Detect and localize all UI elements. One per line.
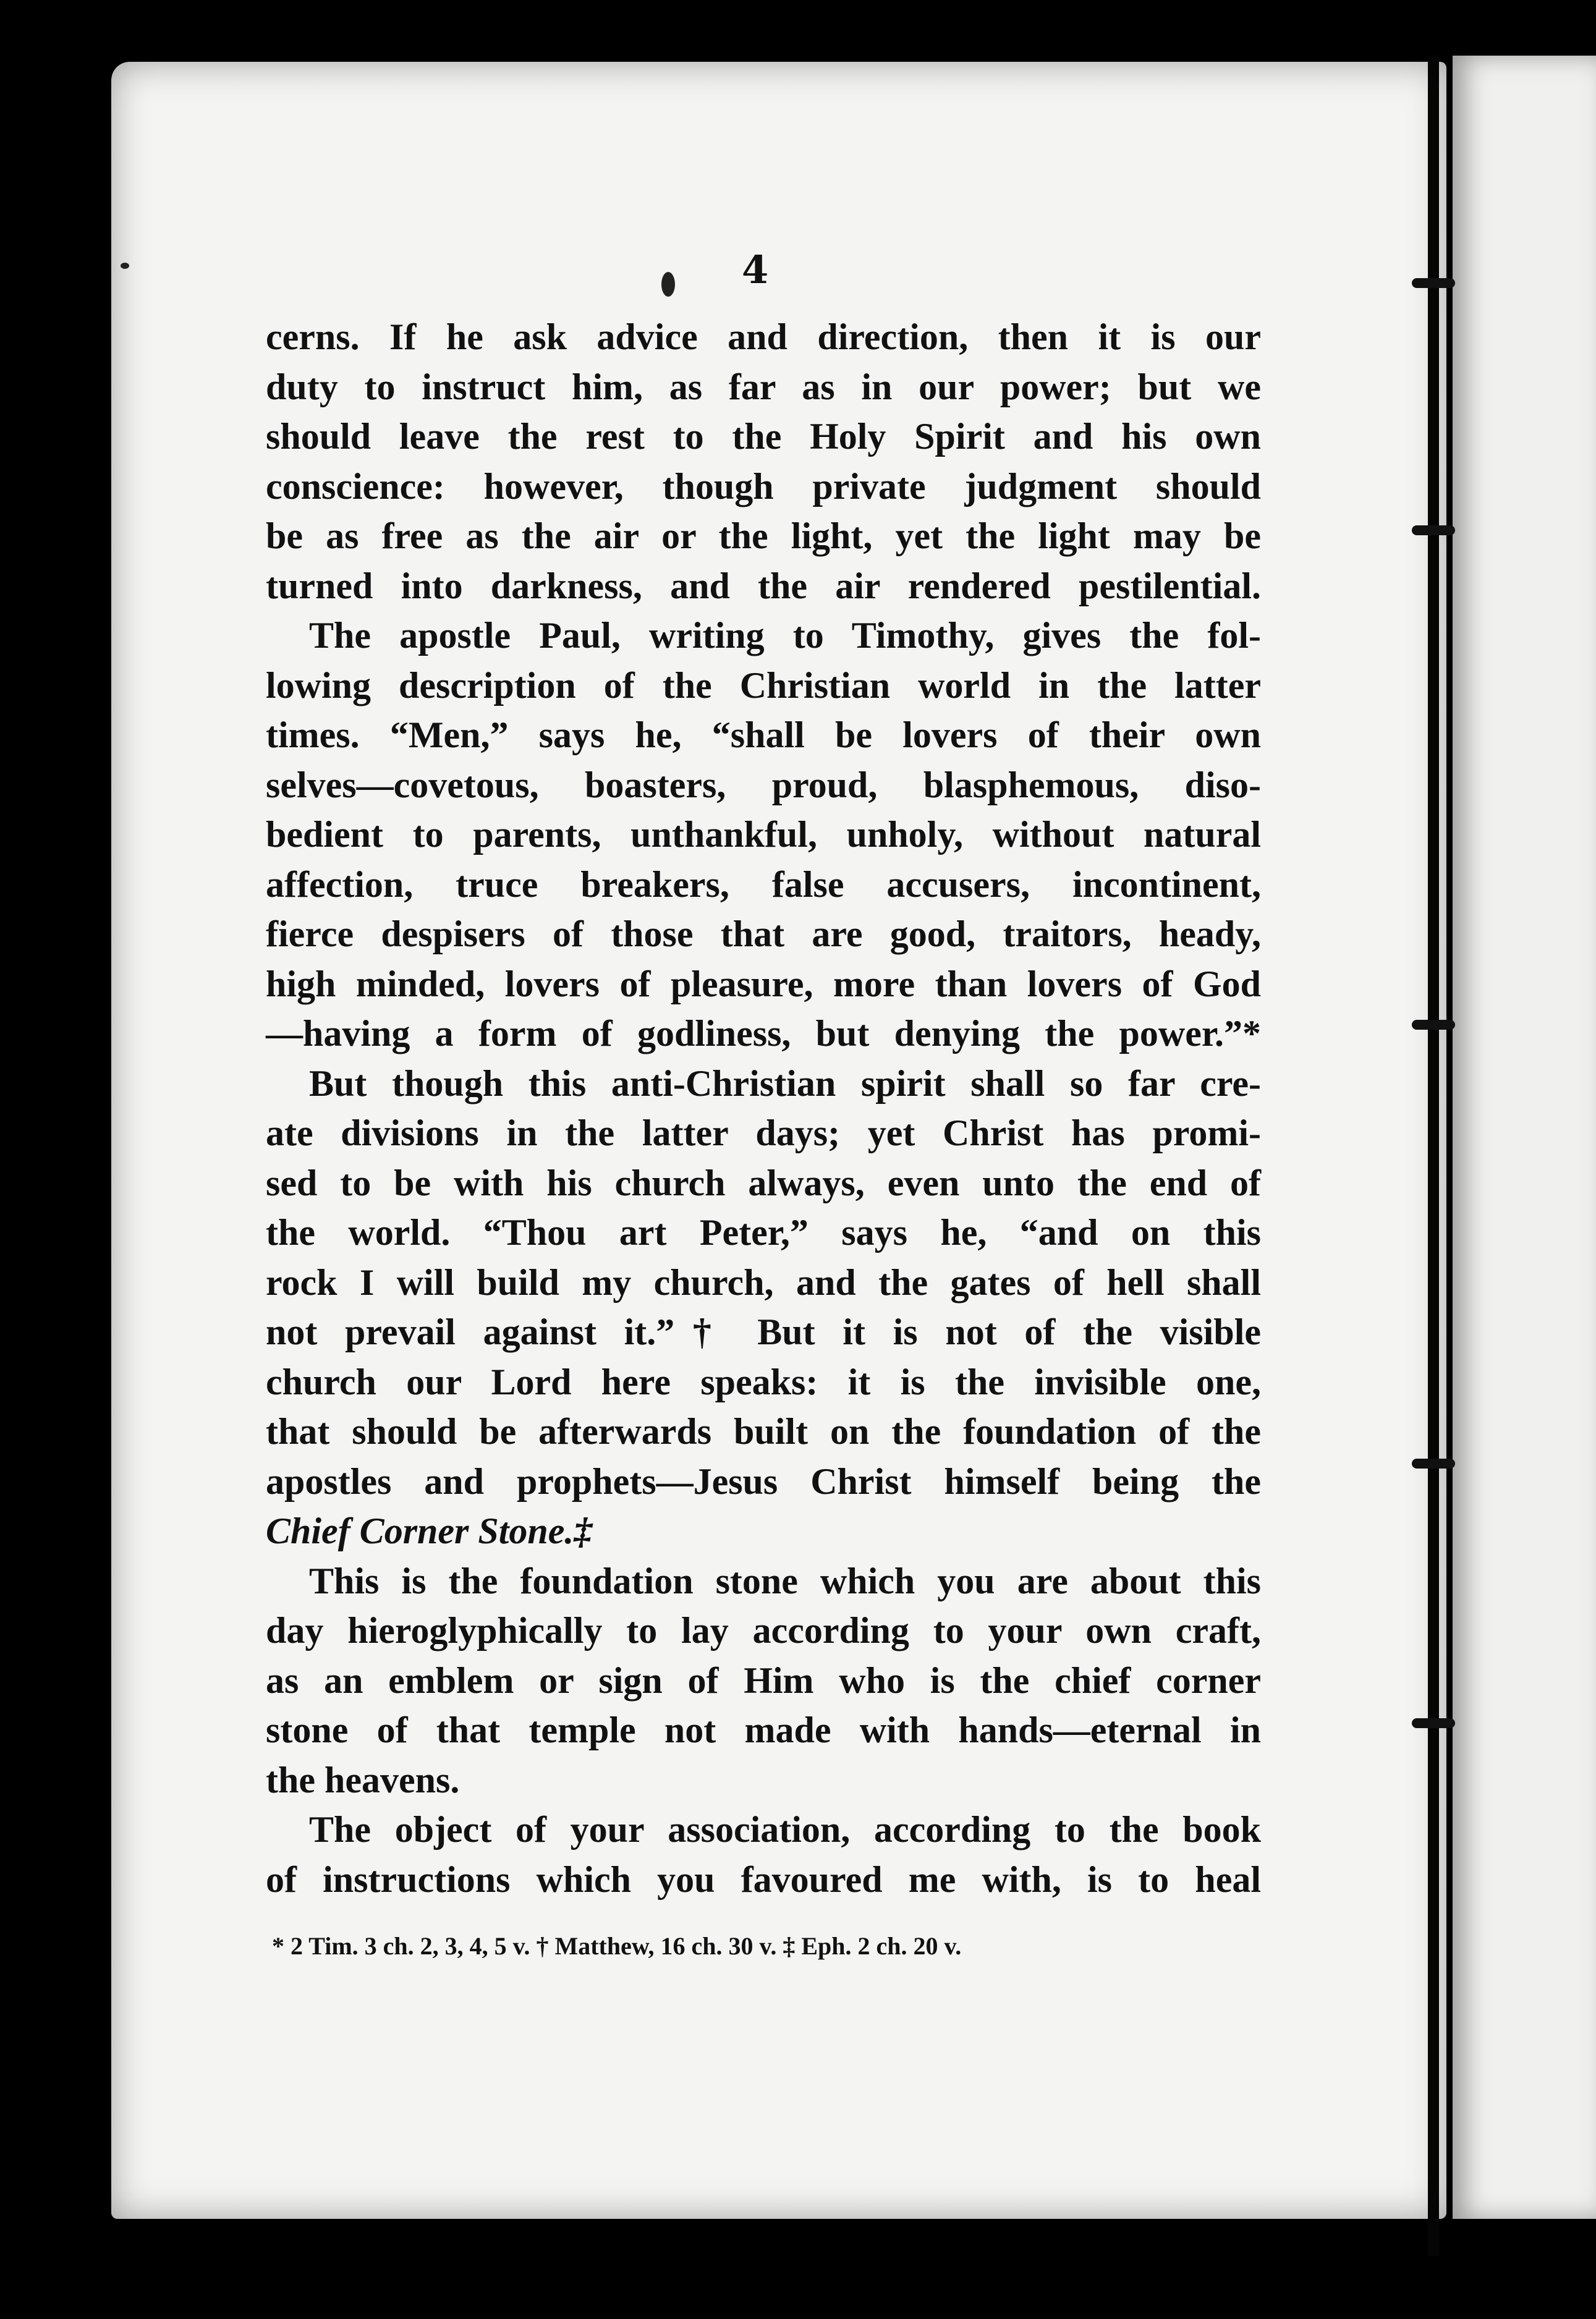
- text-line: day hieroglyphically to lay according to your own craft,: [266, 1610, 1261, 1651]
- binding-stitch: [1412, 1020, 1455, 1030]
- page-binding: [1428, 56, 1439, 2256]
- text-line: The object of your association, according to the book: [309, 1809, 1261, 1850]
- text-line: of instructions which you favoured me with, is to heal: [266, 1859, 1261, 1900]
- ink-speck: [661, 272, 675, 297]
- text-line: times. “Men,” says he, “shall be lovers of their own: [266, 714, 1261, 755]
- text-line: that should be afterwards built on the foundation of the: [266, 1411, 1261, 1452]
- adjacent-page-edge: [1453, 56, 1596, 2219]
- text-line: fierce despisers of those that are good, traitors, heady,: [266, 914, 1261, 954]
- footnotes: * 2 Tim. 3 ch. 2, 3, 4, 5 v. † Matthew, 16 ch. 30 v. ‡ Eph. 2 ch. 20 v.: [272, 1932, 962, 1960]
- text-line: lowing description of the Christian world in the latter: [266, 664, 1261, 706]
- text-line: bedient to parents, unthankful, unholy, without natural: [266, 814, 1261, 855]
- text-line: as an emblem or sign of Him who is the chief corner: [266, 1660, 1261, 1701]
- ink-speck: [121, 263, 129, 269]
- text-line: apostles and prophets—Jesus Christ himself being the: [266, 1461, 1261, 1502]
- text-line: duty to instruct him, as far as in our power; but we: [266, 366, 1261, 407]
- text-line: selves—covetous, boasters, proud, blasphemous, diso-: [266, 764, 1261, 805]
- text-line: turned into darkness, and the air rendered pestilential.: [266, 565, 1261, 606]
- text-line: Chief Corner Stone.‡: [266, 1511, 593, 1551]
- text-line: church our Lord here speaks: it is the invisible one,: [266, 1361, 1261, 1402]
- text-line: the world. “Thou art Peter,” says he, “and on this: [266, 1212, 1261, 1253]
- text-line: high minded, lovers of pleasure, more than lovers of God: [266, 963, 1261, 1004]
- text-line: affection, truce breakers, false accusers, incontinent,: [266, 863, 1261, 905]
- text-line: sed to be with his church always, even unto the end of: [266, 1162, 1261, 1203]
- text-line: This is the foundation stone which you are about this: [309, 1560, 1261, 1601]
- binding-stitch: [1412, 1459, 1455, 1469]
- binding-stitch: [1412, 1718, 1455, 1728]
- binding-stitch: [1412, 278, 1455, 288]
- body-text: [266, 312, 1261, 1904]
- text-line: the heavens.: [266, 1759, 460, 1800]
- text-line: stone of that temple not made with hands—eternal in: [266, 1710, 1261, 1750]
- text-line: ate divisions in the latter days; yet Christ has promi-: [266, 1113, 1261, 1153]
- text-line: rock I will build my church, and the gates of hell shall: [266, 1261, 1261, 1303]
- page-number: 4: [742, 247, 769, 292]
- text-line: But though this anti-Christian spirit shall so far cre-: [309, 1062, 1261, 1104]
- text-line: be as free as the air or the light, yet the light may be: [266, 515, 1261, 556]
- text-line: conscience: however, though private judgment should: [266, 465, 1261, 507]
- text-line: cerns. If he ask advice and direction, then it is our: [266, 316, 1261, 357]
- text-line: not prevail against it.”† But it is not of the visible: [266, 1312, 1261, 1352]
- text-line: —having a form of godliness, but denying the power.”*: [266, 1013, 1261, 1054]
- text-line: The apostle Paul, writing to Timothy, gives the fol-: [309, 615, 1261, 656]
- binding-stitch: [1412, 525, 1455, 535]
- text-line: should leave the rest to the Holy Spirit and his own: [266, 416, 1261, 457]
